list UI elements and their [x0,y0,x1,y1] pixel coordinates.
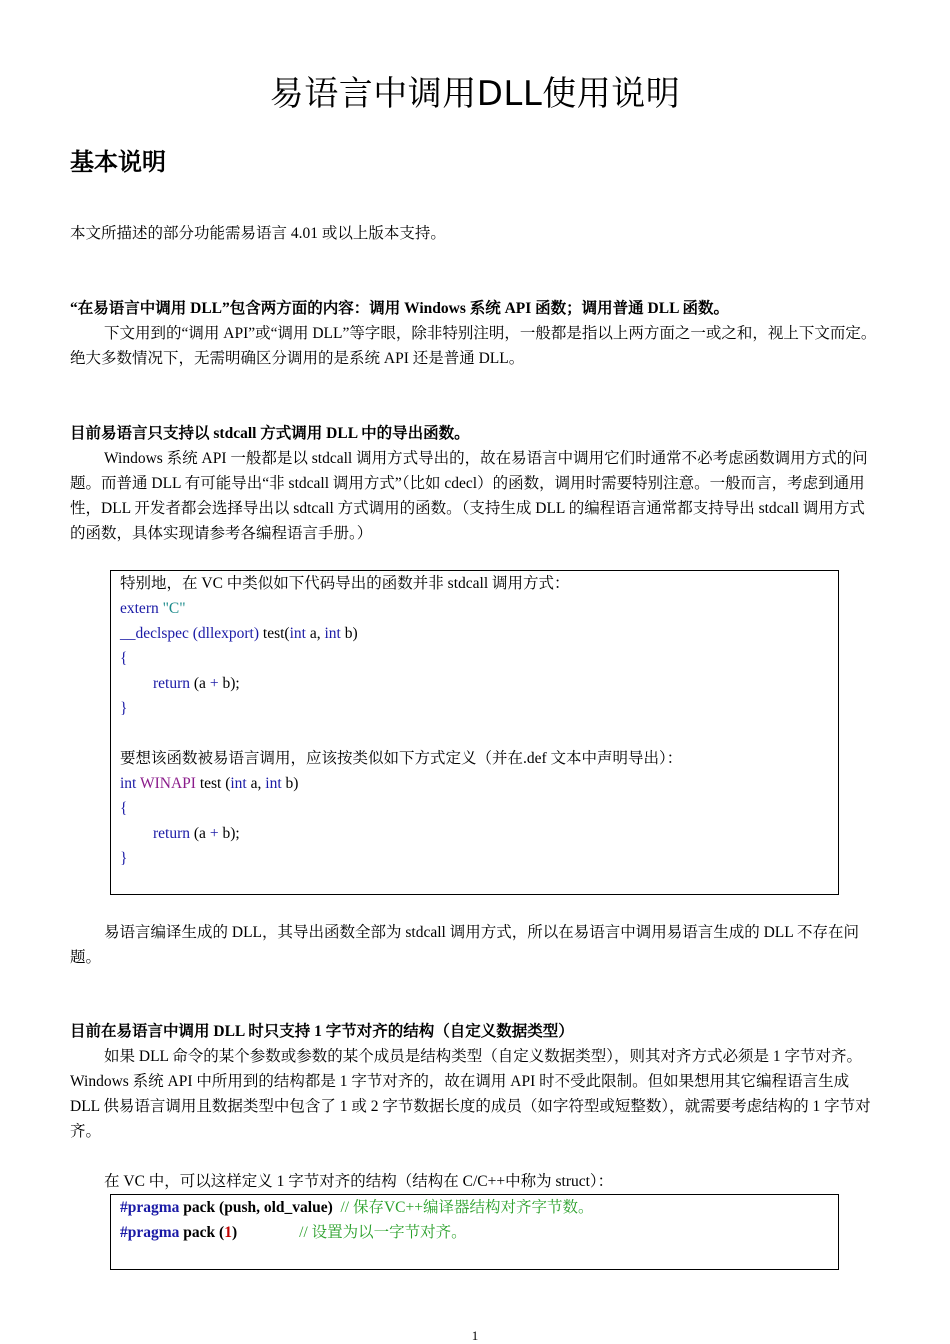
code-keyword: int [120,775,137,792]
code-operator: + [209,675,219,692]
code-brace: } [120,850,128,867]
section1-heading: “在易语言中调用 DLL”包含两方面的内容：调用 Windows 系统 API 函数；调用普通 DLL 函数。 [70,300,729,317]
intro-paragraph: 本文所描述的部分功能需易语言 4.01 或以上版本支持。 [70,225,446,242]
code-macro: WINAPI [136,775,196,792]
code-keyword: #pragma [120,1224,180,1241]
code-number: 1 [224,1224,232,1241]
code-text: (a [190,675,210,692]
code-note: 要想该函数被易语言调用，应该按类似如下方式定义（并在.def 文本中声明导出）： [120,750,683,767]
code-brace: { [120,650,128,667]
code-keyword: #pragma [120,1199,180,1216]
code-comment: // 保存VC++编译器结构对齐字节数。 [332,1199,594,1216]
code-line [120,1195,829,1220]
code-text: test ( [195,775,231,792]
section1-body: 下文用到的“调用 API”或“调用 DLL”等字眼，除非特别注明，一般都是指以上两方面之一或之和，视上下文而定。绝大多数情况下，无需明确区分调用的是系统 API 还是普通 DLL。 [70,325,877,367]
code-brace: { [120,800,128,817]
code-block-stdcall [110,570,839,895]
code-text: pack ( [179,1224,225,1241]
code-text: (a [190,825,210,842]
code-keyword: extern [120,600,159,617]
code-keyword: __declspec [120,625,189,642]
code-keyword: int [230,775,247,792]
code-operator: + [209,825,219,842]
code-block-pragma [110,1194,839,1270]
code-keyword: int [289,625,306,642]
code-text: test( [259,625,290,642]
code-keyword: (dllexport) [188,625,260,642]
code-line [120,821,829,846]
code-keyword: int [324,625,341,642]
code-keyword: int [265,775,282,792]
code-keyword: return [153,825,191,842]
code-line [120,1220,829,1245]
section5-intro: 在 VC 中，可以这样定义 1 字节对齐的结构（结构在 C/C++中称为 struct）： [104,1173,614,1190]
code-text: b); [218,825,240,842]
code-line [120,621,829,646]
code-line [120,596,829,621]
code-brace: } [120,700,128,717]
document-title: 易语言中调用DLL使用说明 [269,74,681,114]
code-text: ) [231,1224,238,1241]
code-line [120,771,829,796]
section2-heading: 目前易语言只支持以 stdcall 方式调用 DLL 中的导出函数。 [70,425,470,442]
section3-body: 易语言编译生成的 DLL，其导出函数全部为 stdcall 调用方式，所以在易语言中调用易语言生成的 DLL 不存在问题。 [70,924,860,966]
code-text: pack (push, old_value) [179,1199,333,1216]
code-text: b) [281,775,299,792]
code-text: b) [340,625,358,642]
code-line [120,671,829,696]
code-comment: // 设置为以一字节对齐。 [299,1224,467,1241]
page-number: 1 [471,1328,479,1343]
code-keyword: return [153,675,191,692]
code-note: 特别地，在 VC 中类似如下代码导出的函数并非 stdcall 调用方式： [120,575,570,592]
code-text: a, [305,625,325,642]
section-heading: 基本说明 [70,148,166,176]
code-string: "C" [158,600,186,617]
section2-body: Windows 系统 API 一般都是以 stdcall 调用方式导出的，故在易语言中调用它们时通常不必考虑函数调用方式的问题。而普通 DLL 有可能导出“非 stdcall 调用方式”（比如 cdecl）的函数，调用时需要特别注意。一般而言，考虑到通用性，DLL 开发者都会选择导出以 sdtcall 方式调用的函数。（支持生成 DLL 的编程语言通常都支持导出 stdcall 调用方式的函数，具体实现请参考各编程语言手册。） [70,450,868,542]
code-blank [120,721,829,746]
code-text: a, [246,775,266,792]
section4-heading: 目前在易语言中调用 DLL 时只支持 1 字节对齐的结构（自定义数据类型） [70,1023,574,1040]
code-text: b); [218,675,240,692]
section4-body: 如果 DLL 命令的某个参数或参数的某个成员是结构类型（自定义数据类型），则其对齐方式必须是 1 字节对齐。Windows 系统 API 中所用到的结构都是 1 字节对齐的，故在调用 API 时不受此限制。但如果想用其它编程语言生成 DLL 供易语言调用且数据类型中包含了 1 或 2 字节数据长度的成员（如字符型或短整数），就需要考虑结构的 1 字节对齐。 [70,1048,871,1140]
